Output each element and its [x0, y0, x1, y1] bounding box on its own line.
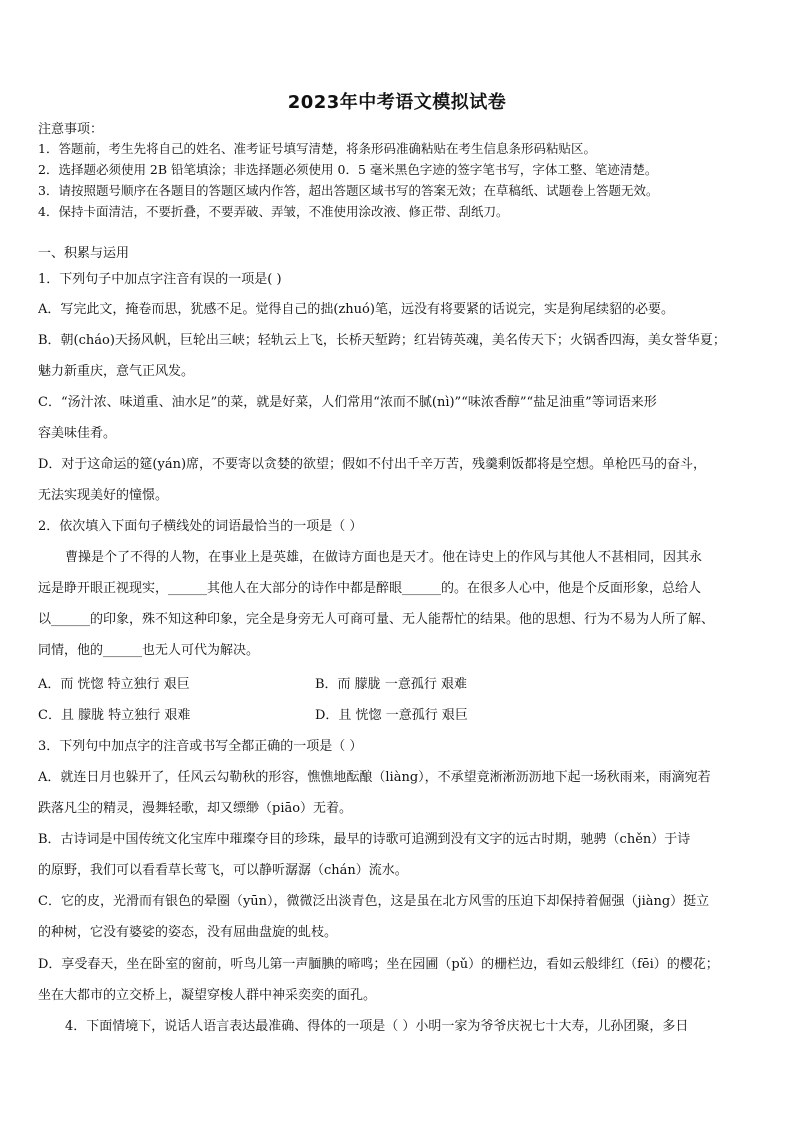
question-3-option-a-cont: 跌落凡尘的精灵，漫舞轻歌，却又缥缈（piāo）无着。	[38, 801, 353, 816]
question-2-option-b: B．而 朦胧 一意孤行 艰难	[315, 677, 467, 692]
question-3-option-c: C．它的皮，光滑而有银色的晕圈（yūn），微微泛出淡青色，这是虽在北方风雪的压迫下却保持着倔强（jiàng）挺立	[38, 894, 710, 909]
question-2-passage-2: 远是睁开眼正视现实，______其他人在大部分的诗作中都是醉眼______的。在很多人心中，他是个反面形象，总给人	[38, 581, 702, 596]
question-3-option-b: B．古诗词是中国传统文化宝库中璀璨夺目的珍珠，最早的诗歌可追溯到没有文字的远古时期，驰骋（chěn）于诗	[38, 832, 691, 847]
question-2-option-d: D．且 恍惚 一意孤行 艰巨	[315, 708, 468, 723]
question-4-stem: 4．下面情境下，说话人语言表达最准确、得体的一项是（ ）小明一家为爷爷庆祝七十大寿，儿孙团聚，多日	[65, 1019, 689, 1034]
question-3-option-d-cont: 坐在大都市的立交桥上，凝望穿梭人群中神采奕奕的面孔。	[38, 988, 377, 1003]
question-1-stem: 1．下列句子中加点字注音有误的一项是( )	[38, 272, 282, 287]
question-3-option-d: D．享受春天，坐在卧室的窗前，听鸟儿第一声腼腆的啼鸣；坐在园圃（pǔ）的栅栏边，看如云般绯红（fēi）的樱花；	[38, 957, 719, 972]
question-3-option-a: A．就连日月也躲开了，任风云勾勒秋的形容，憔憔地酝酿（liàng），不承望竟淅淅沥沥地下起一场秋雨来，雨滴宛若	[38, 770, 711, 785]
question-2-passage-3: 以______的印象，殊不知这种印象，完全是身旁无人可商可量、无人能帮忙的结果。他的思想、行为不易为人所了解、	[38, 612, 715, 627]
question-1-option-b-cont: 魅力新重庆，意气正风发。	[38, 364, 195, 379]
question-3-option-b-cont: 的原野，我们可以看看草长莺飞，可以静听潺潺（chán）流水。	[38, 863, 408, 878]
question-2-option-a: A．而 恍惚 特立独行 艰巨	[38, 677, 190, 692]
notice-item-2: 2．选择题必须使用 2B 铅笔填涂；非选择题必须使用 0．5 毫米黑色字迹的签字笔书写，字体工整、笔迹清楚。	[38, 162, 658, 177]
notice-heading: 注意事项：	[38, 122, 104, 137]
question-2-passage-4: 同情，他的______也无人可代为解决。	[38, 643, 260, 658]
question-1-option-c-cont: 容美味佳肴。	[38, 426, 117, 441]
question-3-option-c-cont: 的种树，它没有婆娑的姿态，没有屈曲盘旋的虬枝。	[38, 925, 338, 940]
notice-item-1: 1．答题前，考生先将自己的姓名、准考证号填写清楚，将条形码准确粘贴在考生信息条形码粘贴区。	[38, 141, 596, 156]
exam-title: 2023年中考语文模拟试卷	[287, 92, 507, 113]
question-3-stem: 3．下列句中加点字的注音或书写全都正确的一项是（ ）	[38, 739, 363, 754]
notice-item-3: 3．请按照题号顺序在各题目的答题区域内作答，超出答题区域书写的答案无效；在草稿纸、试题卷上答题无效。	[38, 183, 659, 198]
question-1-option-d-cont: 无法实现美好的憧憬。	[38, 488, 169, 503]
question-1-option-c: C．“汤汁浓、味道重、油水足”的菜，就是好菜，人们常用“浓而不腻(nì)”“味浓香醇”“盐足油重”等词语来形	[38, 395, 657, 410]
notice-item-4: 4．保持卡面清洁，不要折叠，不要弄破、弄皱，不准使用涂改液、修正带、刮纸刀。	[38, 204, 509, 219]
section-heading: 一、积累与运用	[38, 246, 130, 261]
question-1-option-b: B．朝(cháo)天扬风帆，巨轮出三峡；轻轨云上飞，长桥天堑跨；红岩铸英魂，美名传天下；火锅香四海，美女誉华夏；	[38, 333, 726, 348]
question-1-option-a: A．写完此文，掩卷而思，犹感不足。觉得自己的拙(zhuó)笔，远没有将要紧的话说完，实是狗尾续貂的必要。	[38, 302, 674, 317]
question-1-option-d: D．对于这命运的筵(yán)席，不要寄以贪婪的欲望；假如不付出千辛万苦，残羹剩饭都将是空想。单枪匹马的奋斗，	[38, 457, 707, 472]
question-2-passage-1: 曹操是个了不得的人物，在事业上是英雄，在做诗方面也是天才。他在诗史上的作风与其他人不甚相同，因其永	[65, 550, 703, 565]
question-2-option-c: C．且 朦胧 特立独行 艰难	[38, 708, 191, 723]
question-2-stem: 2．依次填入下面句子横线处的词语最恰当的一项是（ ）	[38, 519, 363, 534]
